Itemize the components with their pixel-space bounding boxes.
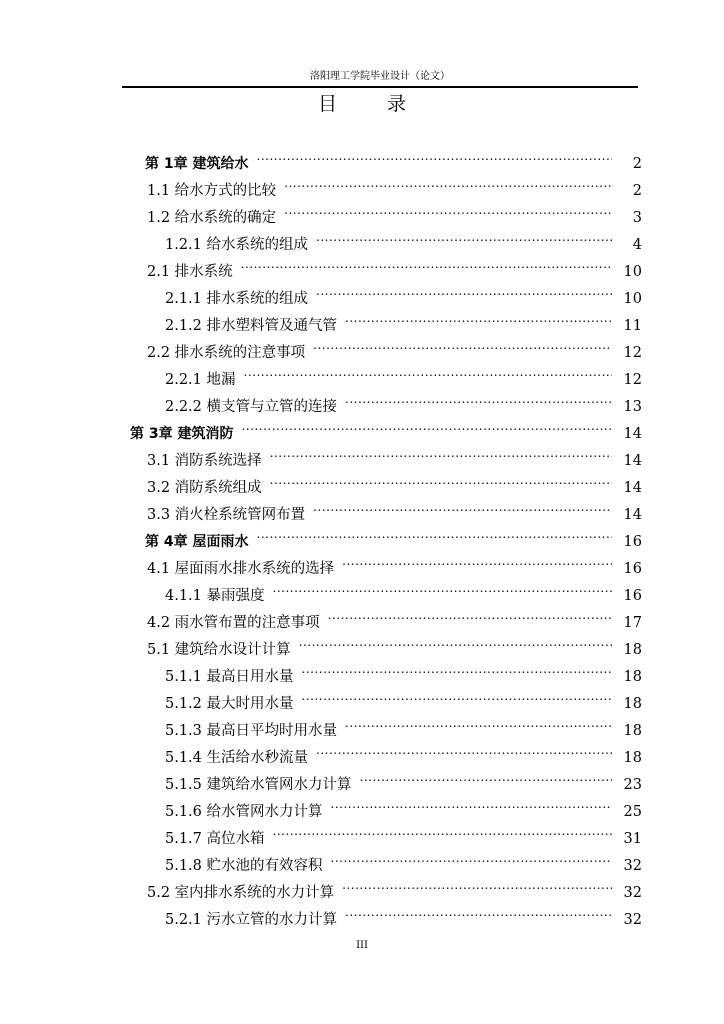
dot-leader [316, 279, 612, 303]
toc-entry-page: 32 [623, 885, 642, 901]
toc-entry[interactable] [147, 252, 642, 280]
dot-leader [345, 306, 612, 330]
dot-leader [316, 738, 612, 762]
toc-entry-label: 2.2.1 地漏 [165, 372, 236, 388]
page-number: III [356, 940, 368, 951]
toc-entry-page: 11 [623, 318, 642, 334]
dot-leader [273, 576, 612, 600]
toc-entry-page: 10 [623, 264, 642, 280]
toc-entry[interactable] [165, 711, 642, 739]
dot-leader [302, 657, 612, 681]
toc-entry-label: 5.1.2 最大时用水量 [165, 696, 294, 712]
toc-entry-label: 4.1 屋面雨水排水系统的选择 [147, 561, 335, 577]
dot-leader [342, 549, 612, 573]
toc-entry-label: 3.1 消防系统选择 [147, 453, 262, 469]
toc-entry[interactable] [165, 360, 642, 388]
toc-entry-label: 5.1.3 最高日平均时用水量 [165, 723, 338, 739]
toc-entry[interactable] [145, 144, 642, 172]
toc-entry-page: 14 [623, 480, 642, 496]
toc-entry-page: 12 [623, 345, 642, 361]
toc-entry[interactable] [165, 387, 642, 415]
toc-entry-page: 23 [623, 777, 642, 793]
toc-entry-page: 25 [623, 804, 642, 820]
toc-entry[interactable] [165, 900, 642, 928]
toc-entry-label: 2.1.2 排水塑料管及通气管 [165, 318, 338, 334]
toc-entry-page: 16 [623, 588, 642, 604]
dot-leader [331, 792, 612, 816]
toc-entry-label: 3.2 消防系统组成 [147, 480, 262, 496]
toc-entry-page: 18 [623, 696, 642, 712]
toc-entry[interactable] [145, 522, 642, 550]
toc-entry-label: 1.2.1 给水系统的组成 [165, 237, 309, 253]
toc-entry-page: 16 [623, 561, 642, 577]
toc-entry[interactable] [165, 819, 642, 847]
toc-entry[interactable] [165, 279, 642, 307]
toc-entry-label: 5.2 室内排水系统的水力计算 [147, 885, 335, 901]
toc-entry-label: 5.1.7 高位水箱 [165, 831, 265, 847]
toc-entry[interactable] [165, 738, 642, 766]
dot-leader [257, 522, 613, 546]
toc-entry-label: 5.1 建筑给水设计计算 [147, 642, 291, 658]
dot-leader [342, 873, 612, 897]
toc-entry-page: 17 [623, 615, 642, 631]
dot-leader [273, 819, 612, 843]
toc-entry[interactable] [147, 873, 642, 901]
dot-leader [257, 144, 613, 168]
toc-entry-page: 14 [623, 507, 642, 523]
toc-entry-label: 2.1 排水系统 [147, 264, 233, 280]
toc-entry-label: 2.2.2 横支管与立管的连接 [165, 399, 338, 415]
page-header: 洛阳理工学院毕业设计（论文） [310, 71, 450, 82]
toc-entry-page: 12 [623, 372, 642, 388]
toc-entry-label: 5.1.1 最高日用水量 [165, 669, 294, 685]
dot-leader [244, 360, 612, 384]
toc-entry-label: 5.1.5 建筑给水管网水力计算 [165, 777, 352, 793]
toc-entry-label: 5.1.6 给水管网水力计算 [165, 804, 323, 820]
toc-entry[interactable] [147, 603, 642, 631]
toc-entry[interactable] [165, 306, 642, 334]
dot-leader [270, 468, 612, 492]
toc-entry-label: 5.1.4 生活给水秒流量 [165, 750, 309, 766]
toc-entry-page: 3 [632, 210, 642, 226]
toc-entry-page: 18 [623, 750, 642, 766]
toc-entry-label: 第 1章 建筑给水 [145, 156, 249, 172]
dot-leader [313, 495, 612, 519]
dot-leader [241, 252, 612, 276]
toc-entry-label: 5.2.1 污水立管的水力计算 [165, 912, 338, 928]
toc-entry[interactable] [147, 171, 642, 199]
toc-entry[interactable] [165, 225, 642, 253]
toc-entry-label: 2.1.1 排水系统的组成 [165, 291, 309, 307]
toc-entry-label: 3.3 消火栓系统管网布置 [147, 507, 306, 523]
toc-entry[interactable] [147, 441, 642, 469]
toc-entry-page: 10 [623, 291, 642, 307]
toc-entry[interactable] [147, 549, 642, 577]
dot-leader [345, 711, 612, 735]
dot-leader [316, 225, 612, 249]
toc-entry-page: 14 [623, 453, 642, 469]
toc-entry-page: 13 [623, 399, 642, 415]
toc-entry-label: 1.1 给水方式的比较 [147, 183, 277, 199]
toc-entry[interactable] [147, 333, 642, 361]
toc-entry-page: 14 [623, 426, 642, 442]
toc-entry[interactable] [165, 792, 642, 820]
dot-leader [302, 684, 612, 708]
toc-entry[interactable] [147, 468, 642, 496]
toc-entry-label: 第 3章 建筑消防 [130, 426, 234, 442]
dot-leader [299, 630, 612, 654]
toc-entry[interactable] [147, 198, 642, 226]
toc-entry-page: 18 [623, 669, 642, 685]
toc-entry-label: 第 4章 屋面雨水 [145, 534, 249, 550]
toc-entry-page: 32 [623, 858, 642, 874]
toc-entry-label: 5.1.8 贮水池的有效容积 [165, 858, 323, 874]
toc-entry-page: 2 [632, 183, 642, 199]
dot-leader [284, 198, 612, 222]
toc-entry[interactable] [147, 630, 642, 658]
toc-entry-label: 4.1.1 暴雨强度 [165, 588, 265, 604]
header-rule [122, 86, 638, 88]
toc-entry-page: 18 [623, 642, 642, 658]
dot-leader [270, 441, 612, 465]
toc-entry-label: 1.2 给水系统的确定 [147, 210, 277, 226]
dot-leader [345, 900, 612, 924]
dot-leader [345, 387, 612, 411]
toc-entry[interactable] [147, 495, 642, 523]
dot-leader [284, 171, 612, 195]
toc-entry-page: 4 [632, 237, 642, 253]
dot-leader [242, 414, 613, 438]
dot-leader [313, 333, 612, 357]
toc-entry-page: 2 [632, 156, 642, 172]
toc-entry-label: 2.2 排水系统的注意事项 [147, 345, 306, 361]
toc-entry[interactable] [165, 657, 642, 685]
toc-entry-page: 32 [623, 912, 642, 928]
toc-entry-page: 31 [623, 831, 642, 847]
toc-entry[interactable] [165, 576, 642, 604]
dot-leader [328, 603, 612, 627]
toc-entry-label: 4.2 雨水管布置的注意事项 [147, 615, 320, 631]
dot-leader [360, 765, 612, 789]
toc-title: 目 录 [317, 93, 429, 115]
toc-entry-page: 18 [623, 723, 642, 739]
toc-entry[interactable] [165, 684, 642, 712]
toc-entry[interactable] [165, 765, 642, 793]
toc-entry[interactable] [165, 846, 642, 874]
toc-entry-page: 16 [623, 534, 642, 550]
dot-leader [331, 846, 612, 870]
toc-entry[interactable] [130, 414, 642, 442]
